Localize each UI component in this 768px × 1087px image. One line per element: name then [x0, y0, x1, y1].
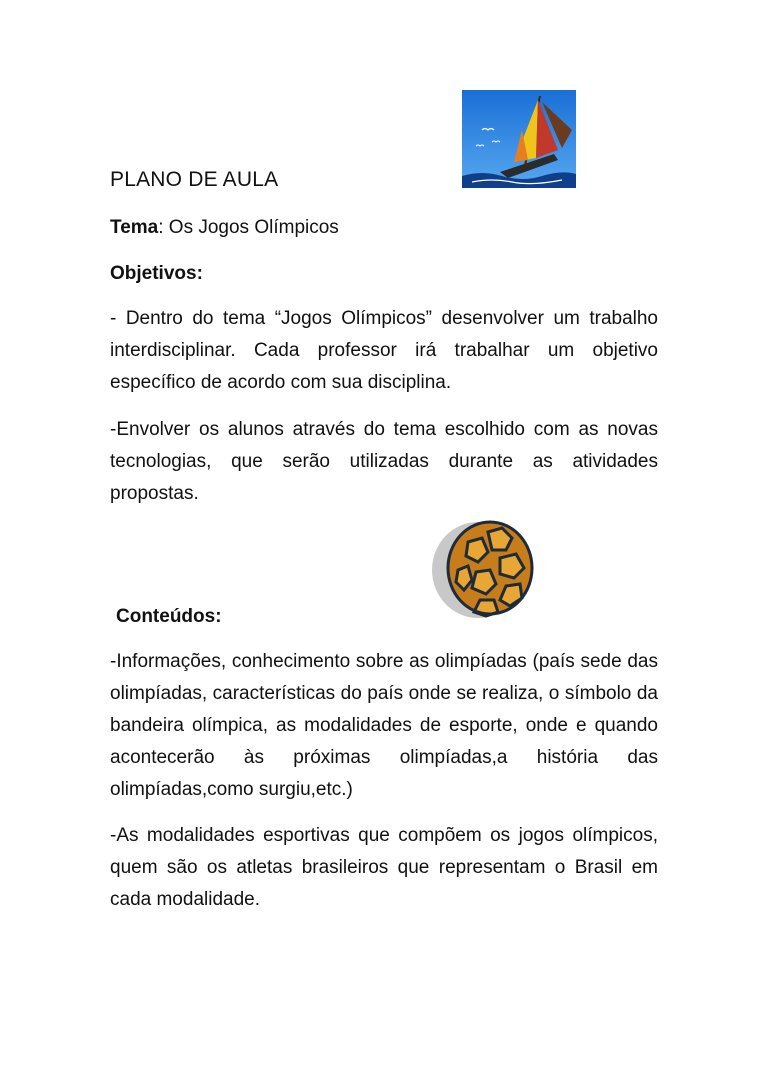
objetivos-item: - Dentro do tema “Jogos Olímpicos” desenvolver um trabalho interdisciplinar. Cada professor irá trabalhar um objetivo específico de acordo com sua disciplina. [110, 308, 658, 393]
objetivos-heading: Objetivos: [110, 263, 203, 284]
tema-label: Tema [110, 217, 159, 238]
conteudos-item: -Informações, conhecimento sobre as olimpíadas (país sede das olimpíadas, características do país onde se realiza, o símbolo da bandeira olímpica, as modalidades de esporte, onde e quando acontecerão às próximas olimpíadas,a história das olimpíadas,como surgiu,etc.) [110, 651, 658, 800]
tema-value: Os Jogos Olímpicos [168, 217, 339, 238]
conteudos-heading: Conteúdos: [116, 606, 222, 627]
tema-separator: : [158, 217, 169, 238]
objetivos-item: -Envolver os alunos através do tema escolhido com as novas tecnologias, que serão utilizadas durante as atividades propostas. [110, 419, 658, 504]
document-title: PLANO DE AULA [110, 168, 279, 191]
conteudos-item: -As modalidades esportivas que compõem os jogos olímpicos, quem são os atletas brasileiros que representam o Brasil em cada modalidade. [110, 825, 658, 910]
tema-line [110, 212, 658, 244]
